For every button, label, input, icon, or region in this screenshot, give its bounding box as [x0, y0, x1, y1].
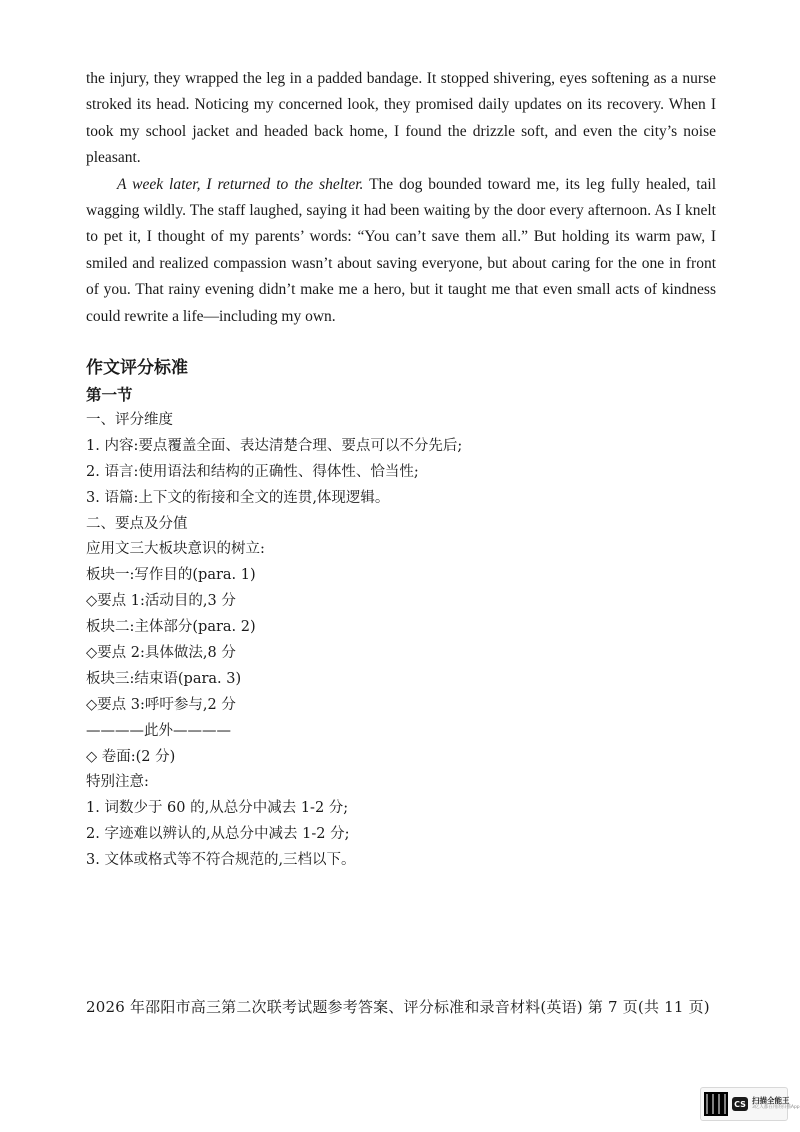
rubric-line: ◇要点 3:呼吁参与,2 分 — [86, 696, 236, 713]
page-footer: 2026 年邵阳市高三第二次联考试题参考答案、评分标准和录音材料(英语) 第 7 页(共 11 页) — [86, 998, 710, 1016]
essay-paragraph-2-rest: The dog bounded toward me, its leg fully healed, tail wagging wildly. The staff laughed, saying it had been waiting by the door every afternoon. As I knelt to pet it, I thought of my parents’ words: “You can’t save them all.” But holding its warm paw, I smiled and realized compassion wasn’t about saving everyone, but about caring for the one in front of you. That rainy evening didn’t make me a hero, but it taught me that even small acts of kindness could rewrite a life—including my own. — [86, 175, 716, 325]
rubric-line: 3. 文体或格式等不符合规范的,三档以下。 — [86, 852, 356, 869]
rubric-line: 特别注意: — [86, 774, 149, 791]
rubric-line: 2. 字迹难以辨认的,从总分中减去 1-2 分; — [86, 826, 350, 843]
rubric-section-title: 第一节 — [86, 386, 133, 404]
rubric-heading: 作文评分标准 — [86, 358, 188, 378]
rubric-line: ◇ 卷面:(2 分) — [86, 748, 176, 765]
rubric-line: 板块一:写作目的(para. 1) — [86, 567, 256, 584]
rubric-line: ◇要点 2:具体做法,8 分 — [86, 645, 236, 662]
rubric-line: ◇要点 1:活动目的,3 分 — [86, 593, 236, 610]
rubric-line: 3. 语篇:上下文的衔接和全文的连贯,体现逻辑。 — [86, 489, 390, 506]
rubric-line: 1. 词数少于 60 的,从总分中减去 1-2 分; — [86, 800, 349, 817]
scoring-rubric — [86, 354, 726, 874]
rubric-line: 2. 语言:使用语法和结构的正确性、得体性、恰当性; — [86, 463, 419, 480]
essay-paragraph-1: the injury, they wrapped the leg in a padded bandage. It stopped shivering, eyes softening as a nurse stroked its head. Noticing my concerned look, they promised daily updates on its recovery. When I took my school jacket and headed back home, I found the drizzle soft, and even the city’s noise pleasant. — [86, 70, 716, 167]
scanner-watermark — [700, 1087, 800, 1121]
essay-paragraph-2 — [86, 172, 716, 330]
essay-paragraph-2-italic: A week later, I returned to the shelter. — [117, 175, 364, 193]
rubric-line: 板块二:主体部分(para. 2) — [86, 619, 256, 636]
essay-text — [86, 66, 716, 330]
rubric-line: 1. 内容:要点覆盖全面、表达清楚合理、要点可以不分先后; — [86, 437, 463, 454]
rubric-line: 二、要点及分值 — [86, 515, 188, 532]
qr-code-icon — [704, 1092, 728, 1116]
watermark-subtitle: 3亿人都在用的扫描App — [752, 1104, 800, 1110]
rubric-line: 板块三:结束语(para. 3) — [86, 670, 242, 687]
camscanner-logo-icon: CS — [732, 1097, 748, 1111]
rubric-divider-line: ————此外———— — [86, 722, 231, 739]
rubric-line: 一、评分维度 — [86, 412, 173, 428]
watermark-title: 扫描全能王 — [752, 1096, 790, 1106]
rubric-line: 应用文三大板块意识的树立: — [86, 541, 265, 558]
